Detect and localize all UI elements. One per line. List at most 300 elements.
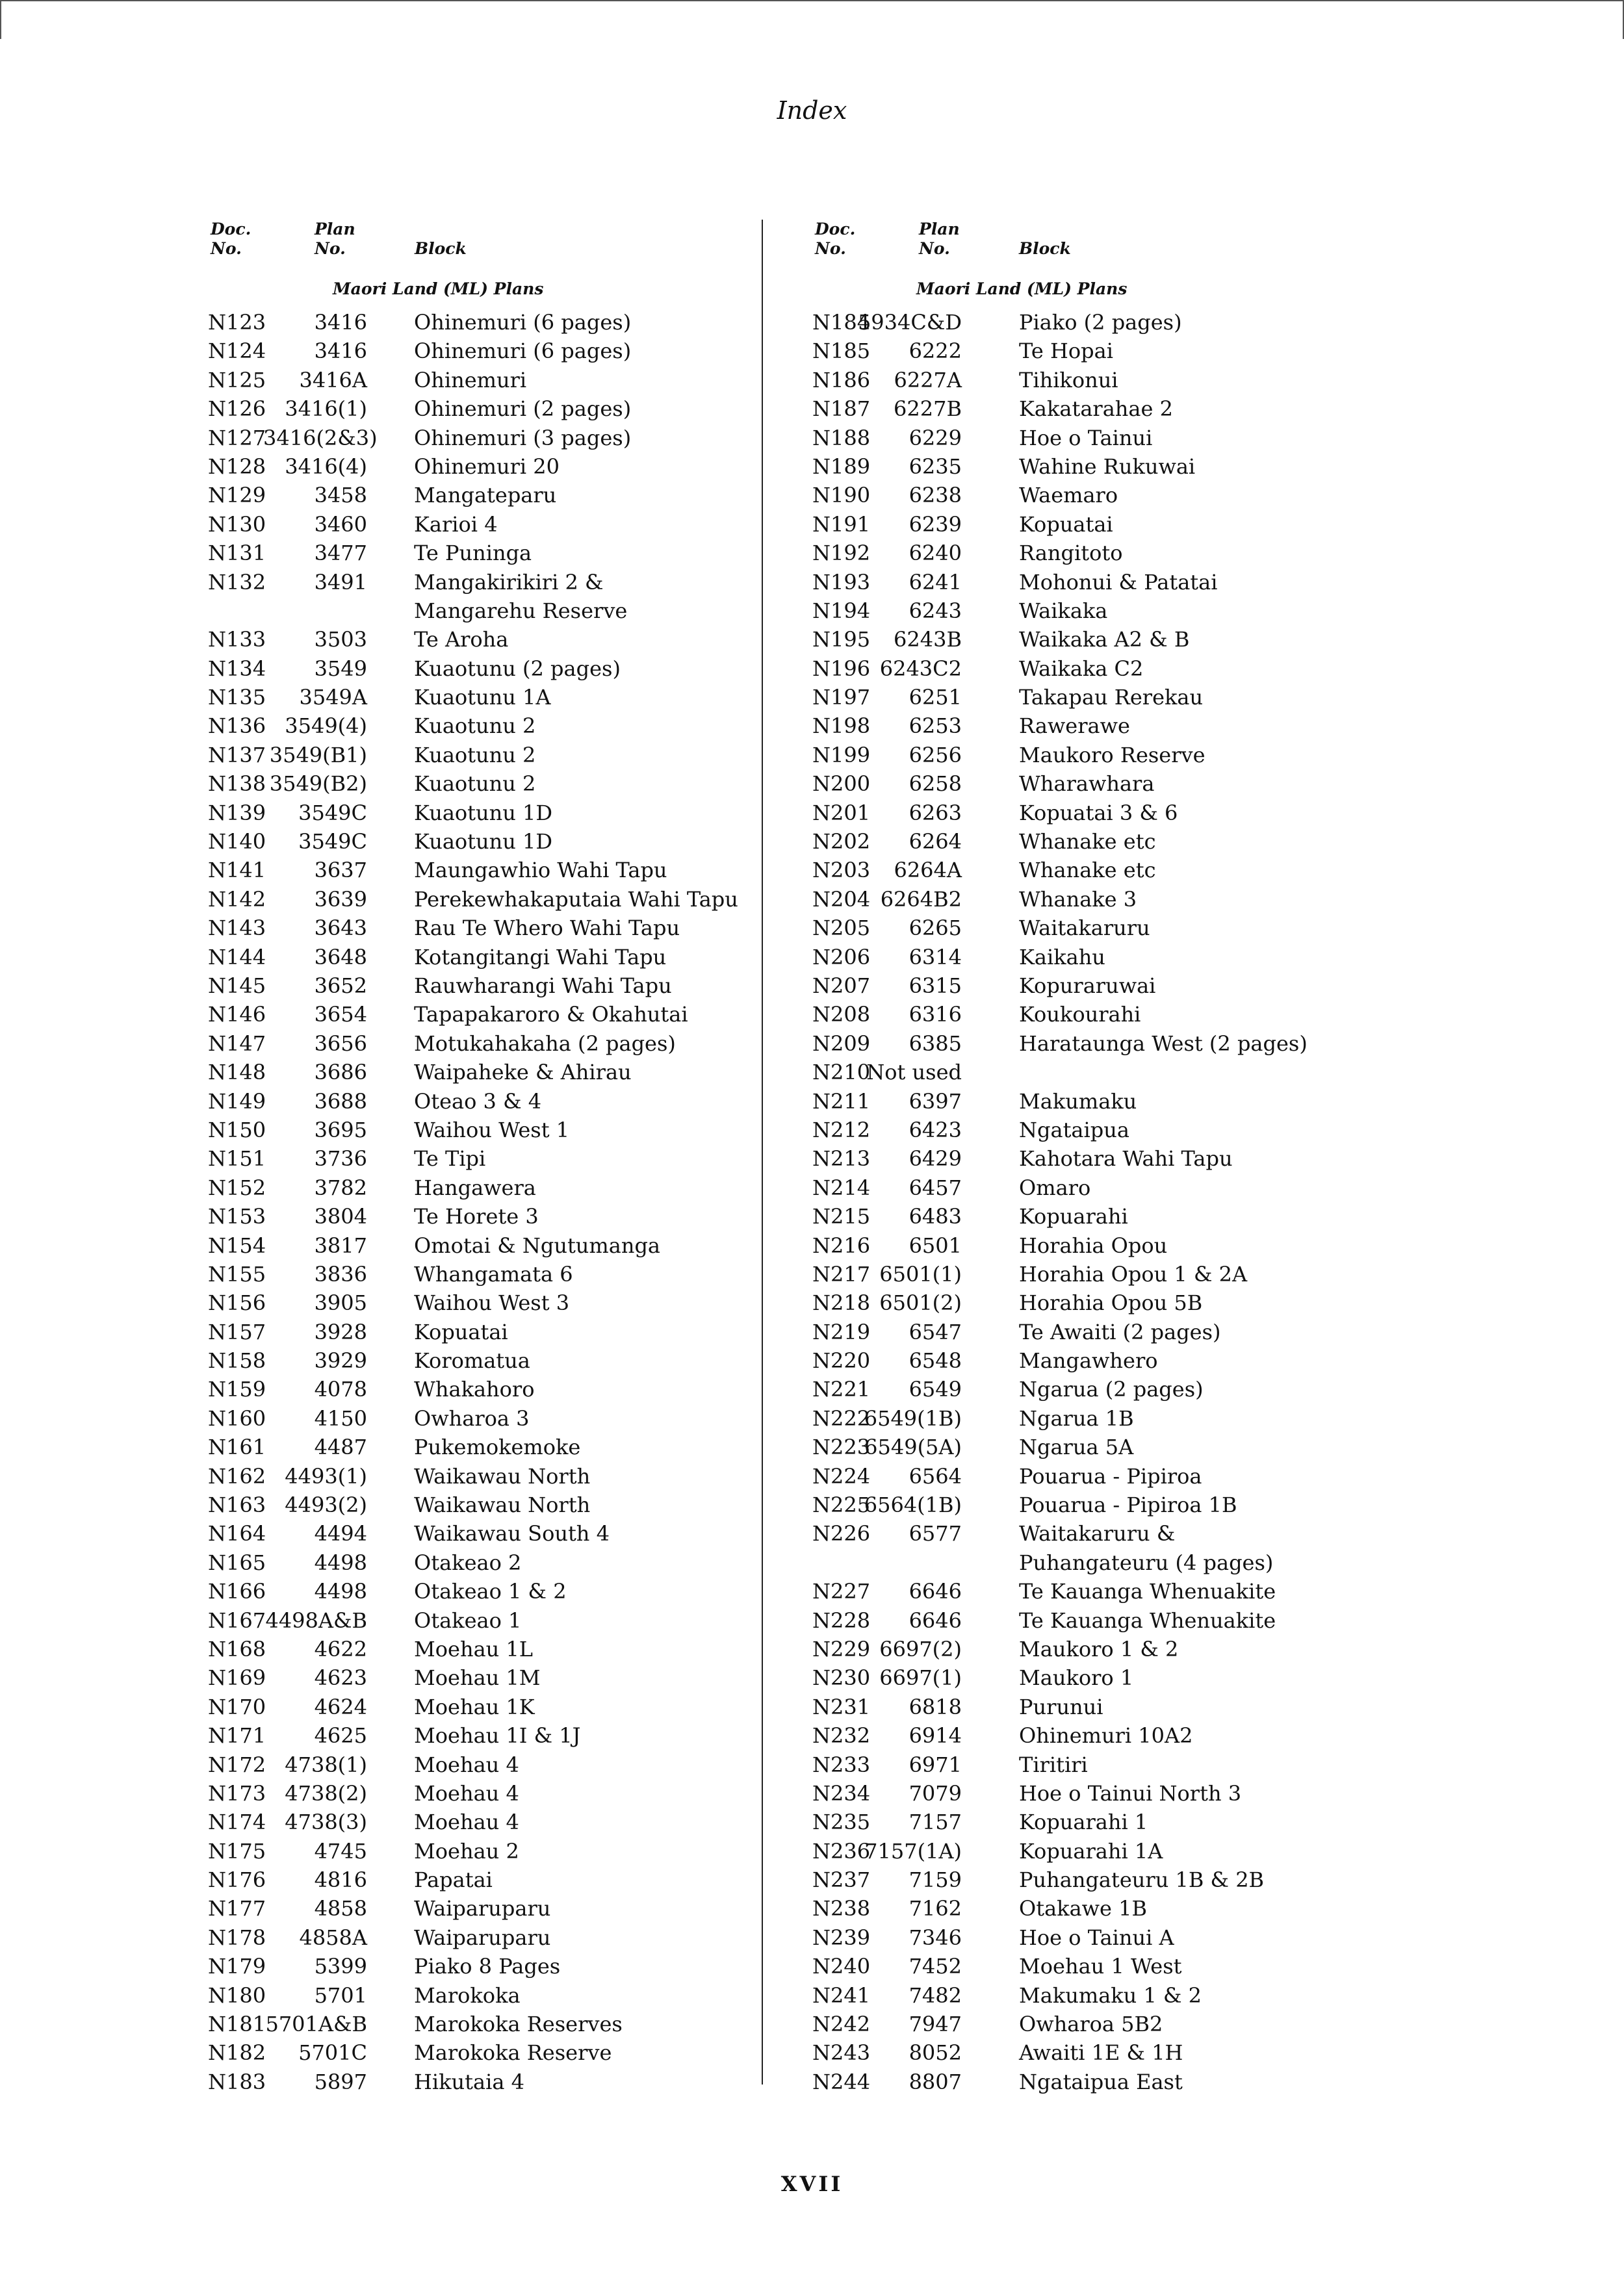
doc-number: N225 <box>812 1493 871 1518</box>
block-name: Hikutaia 4 <box>414 2069 524 2094</box>
index-row <box>208 1952 747 1981</box>
block-name: Waihou West 1 <box>414 1117 570 1142</box>
block-name: Kopuatai <box>1019 511 1113 537</box>
plan-number: 3416(1) <box>285 396 367 422</box>
plan-number: 5701 <box>314 1982 367 2008</box>
doc-number: N143 <box>208 916 266 941</box>
doc-number: N206 <box>812 944 871 969</box>
index-row <box>208 827 747 856</box>
plan-number: 3686 <box>314 1060 367 1085</box>
doc-number: N237 <box>812 1867 871 1893</box>
plan-number: 6549(1B) <box>864 1405 962 1431</box>
header-plan-no: Plan No. <box>315 220 355 258</box>
index-row <box>812 1606 1319 1635</box>
index-row <box>208 1519 747 1548</box>
index-row <box>208 1721 747 1750</box>
plan-number: 6227A <box>894 367 962 392</box>
block-name: Ohinemuri 10A2 <box>1019 1723 1193 1749</box>
block-name: Makumaku <box>1019 1088 1137 1114</box>
block-name: Otakeao 2 <box>414 1550 522 1575</box>
plan-number: 6314 <box>909 944 962 969</box>
index-row <box>812 568 1319 597</box>
plan-number: 4487 <box>314 1435 367 1460</box>
block-name: Waiparuparu <box>414 1925 551 1950</box>
doc-number: N147 <box>208 1031 266 1056</box>
plan-number: 4498 <box>314 1579 367 1604</box>
doc-number: N166 <box>208 1579 266 1604</box>
index-row <box>812 1202 1319 1231</box>
doc-number: N178 <box>208 1925 266 1950</box>
doc-number: N238 <box>812 1896 871 1921</box>
doc-number: N193 <box>812 569 871 595</box>
block-name: Whanake 3 <box>1019 886 1137 912</box>
index-row <box>812 424 1319 452</box>
doc-number: N219 <box>812 1319 871 1344</box>
doc-number: N196 <box>812 656 871 681</box>
plan-number: 3503 <box>314 627 367 652</box>
doc-number: N171 <box>208 1723 266 1749</box>
doc-number: N158 <box>208 1348 266 1374</box>
block-name: Rangitoto <box>1019 541 1123 566</box>
plan-number: 4858 <box>314 1896 367 1921</box>
block-name: Koukourahi <box>1019 1002 1141 1027</box>
index-row <box>812 1779 1319 1808</box>
block-name: Te Hopai <box>1019 339 1113 364</box>
block-name: Te Puninga <box>414 541 532 566</box>
doc-number: N213 <box>812 1146 871 1172</box>
index-row <box>208 568 747 597</box>
index-row <box>812 1058 1319 1086</box>
plan-number: 3549C <box>298 829 367 854</box>
index-row <box>812 1866 1319 1894</box>
header-plan-no: Plan No. <box>919 220 960 258</box>
plan-number: 3648 <box>314 944 367 969</box>
doc-number: N223 <box>812 1435 871 1460</box>
index-row <box>812 597 1319 625</box>
index-row <box>208 1751 747 1779</box>
block-name: Moehau 1K <box>414 1694 535 1719</box>
index-row <box>208 683 747 712</box>
block-name: Waitakaruru & <box>1019 1521 1176 1546</box>
plan-number: 6549 <box>909 1377 962 1402</box>
block-name: Waipaheke & Ahirau <box>414 1060 632 1085</box>
index-row <box>812 712 1319 740</box>
doc-number: N232 <box>812 1723 871 1749</box>
doc-number: N155 <box>208 1261 266 1287</box>
doc-number: N194 <box>812 598 871 623</box>
index-row <box>812 885 1319 914</box>
block-name: Rau Te Whero Wahi Tapu <box>414 916 680 941</box>
plan-number: 7159 <box>909 1867 962 1893</box>
index-row <box>208 1087 747 1116</box>
index-row <box>812 1144 1319 1173</box>
index-row <box>812 654 1319 683</box>
plan-number: 4624 <box>314 1694 367 1719</box>
index-row <box>208 2068 747 2096</box>
block-name: Papatai <box>414 1867 493 1893</box>
block-name: Waihou West 3 <box>414 1290 570 1316</box>
doc-number: N212 <box>812 1117 871 1142</box>
index-row <box>208 2010 747 2038</box>
block-name: Koromatua <box>414 1348 530 1374</box>
plan-number: 5701A&B <box>265 2012 367 2037</box>
index-row <box>208 1981 747 2010</box>
plan-number: 6549(5A) <box>864 1435 962 1460</box>
doc-number: N184 <box>812 310 871 335</box>
plan-number: 4738(2) <box>285 1780 367 1806</box>
page-number: XVII <box>780 2172 844 2196</box>
block-name: Ohinemuri (3 pages) <box>414 425 632 450</box>
plan-number: 3656 <box>314 1031 367 1056</box>
index-row <box>812 799 1319 827</box>
index-row <box>812 856 1319 884</box>
block-name: Horahia Opou 1 & 2A <box>1019 1261 1248 1287</box>
block-name: Mangarehu Reserve <box>414 598 628 623</box>
doc-number: N131 <box>208 541 266 566</box>
plan-number: 6258 <box>909 771 962 797</box>
plan-number: 6577 <box>909 1521 962 1546</box>
doc-number: N201 <box>812 800 871 825</box>
index-row <box>812 2010 1319 2038</box>
plan-number: 6251 <box>909 685 962 710</box>
plan-number: 4622 <box>314 1636 367 1662</box>
doc-number: N214 <box>812 1175 871 1200</box>
doc-number: N176 <box>208 1867 266 1893</box>
doc-number: N172 <box>208 1752 266 1777</box>
header-block: Block <box>415 239 467 258</box>
block-name: Pukemokemoke <box>414 1435 581 1460</box>
block-name: Waikaka <box>1019 598 1108 623</box>
scan-edge-top <box>0 0 1624 1</box>
plan-number: 3460 <box>314 511 367 537</box>
index-row <box>208 1289 747 1317</box>
index-row <box>208 597 747 625</box>
doc-number: N145 <box>208 973 266 998</box>
doc-number: N146 <box>208 1002 266 1027</box>
index-row <box>812 1635 1319 1663</box>
index-row <box>208 1606 747 1635</box>
block-name: Rawerawe <box>1019 713 1130 739</box>
plan-number: 3416 <box>314 339 367 364</box>
index-row <box>812 1952 1319 1981</box>
plan-number: 7157 <box>909 1810 962 1835</box>
block-name: Moehau 4 <box>414 1780 519 1806</box>
plan-number: 4493(1) <box>285 1463 367 1489</box>
block-name: Purunui <box>1019 1694 1103 1719</box>
index-row <box>208 885 747 914</box>
index-row <box>208 769 747 798</box>
plan-number: 4738(1) <box>285 1752 367 1777</box>
block-name: Hoe o Tainui <box>1019 425 1153 450</box>
doc-number: N233 <box>812 1752 871 1777</box>
index-row <box>812 1260 1319 1289</box>
block-name: Ohinemuri (6 pages) <box>414 339 632 364</box>
plan-number: 3549 <box>314 656 367 681</box>
doc-number: N226 <box>812 1521 871 1546</box>
plan-number: 6235 <box>909 454 962 479</box>
plan-number: 6646 <box>909 1608 962 1633</box>
block-name: Kuaotunu 1A <box>414 685 551 710</box>
doc-number: N243 <box>812 2040 871 2066</box>
plan-number: 6264 <box>909 829 962 854</box>
doc-number: N137 <box>208 742 266 767</box>
index-row <box>208 1346 747 1375</box>
index-row <box>812 1231 1319 1260</box>
block-name: Mohonui & Patatai <box>1019 569 1218 595</box>
index-row <box>812 1894 1319 1923</box>
block-name: Moehau 1I & 1J <box>414 1723 581 1749</box>
index-row <box>208 1663 747 1692</box>
plan-number: 3652 <box>314 973 367 998</box>
plan-number: 3549C <box>298 800 367 825</box>
doc-number: N132 <box>208 569 266 595</box>
doc-number: N148 <box>208 1060 266 1085</box>
doc-number: N175 <box>208 1838 266 1864</box>
plan-number: 6483 <box>909 1204 962 1229</box>
block-name: Ngarua 5A <box>1019 1435 1134 1460</box>
block-name: Wahine Rukuwai <box>1019 454 1196 479</box>
index-row <box>812 1693 1319 1721</box>
column-divider <box>762 220 763 2085</box>
doc-number: N179 <box>208 1954 266 1979</box>
index-row <box>208 1144 747 1173</box>
doc-number: N167 <box>208 1608 266 1633</box>
index-row <box>812 1462 1319 1491</box>
doc-number: N124 <box>208 339 266 364</box>
block-name: Waikawau North <box>414 1493 591 1518</box>
plan-number: 4623 <box>314 1665 367 1691</box>
block-name: Kuaotunu (2 pages) <box>414 656 621 681</box>
index-row <box>208 366 747 394</box>
plan-number: 3416A <box>299 367 367 392</box>
doc-number: N182 <box>208 2040 266 2066</box>
index-row <box>812 741 1319 769</box>
column-header <box>208 214 747 274</box>
block-name: Hoe o Tainui A <box>1019 1925 1174 1950</box>
block-name: Te Aroha <box>414 627 509 652</box>
block-name: Waikawau North <box>414 1463 591 1489</box>
block-name: Horahia Opou 5B <box>1019 1290 1203 1316</box>
plan-number: 3637 <box>314 858 367 883</box>
block-name: Harataunga West (2 pages) <box>1019 1031 1308 1056</box>
doc-number: N229 <box>812 1636 871 1662</box>
index-row <box>812 1375 1319 1404</box>
doc-number: N210 <box>812 1060 871 1085</box>
left-index-list <box>208 308 747 2096</box>
plan-number: 6227B <box>894 396 962 422</box>
plan-number: 7162 <box>909 1896 962 1921</box>
block-name: Kuaotunu 1D <box>414 829 553 854</box>
header-block: Block <box>1019 239 1071 258</box>
index-row <box>208 971 747 1000</box>
right-column <box>812 214 1319 2096</box>
plan-number: 7079 <box>909 1780 962 1806</box>
doc-number: N169 <box>208 1665 266 1691</box>
block-name: Karioi 4 <box>414 511 498 537</box>
plan-number: 4745 <box>314 1838 367 1864</box>
doc-number: N202 <box>812 829 871 854</box>
plan-number: 3549(B1) <box>269 742 367 767</box>
index-row <box>812 1404 1319 1433</box>
block-name: Marokoka Reserves <box>414 2012 623 2037</box>
plan-number: 3782 <box>314 1175 367 1200</box>
plan-number: 4150 <box>314 1405 367 1431</box>
index-row <box>812 1116 1319 1144</box>
block-name: Otakeao 1 & 2 <box>414 1579 567 1604</box>
scan-edge-left <box>0 0 1 39</box>
block-name: Waiparuparu <box>414 1896 551 1921</box>
block-name: Pouarua - Pipiroa <box>1019 1463 1202 1489</box>
index-row <box>208 1318 747 1346</box>
doc-number: N242 <box>812 2012 871 2037</box>
doc-number: N162 <box>208 1463 266 1489</box>
left-column <box>208 214 747 2096</box>
plan-number: 6646 <box>909 1579 962 1604</box>
index-row <box>812 1433 1319 1461</box>
doc-number: N180 <box>208 1982 266 2008</box>
doc-number: N207 <box>812 973 871 998</box>
index-row <box>812 683 1319 712</box>
index-row <box>812 1029 1319 1058</box>
doc-number: N133 <box>208 627 266 652</box>
doc-number: N181 <box>208 2012 266 2037</box>
block-name: Moehau 1 West <box>1019 1954 1182 1979</box>
index-row <box>208 625 747 654</box>
doc-number: N142 <box>208 886 266 912</box>
index-row <box>812 452 1319 481</box>
index-row <box>812 2038 1319 2067</box>
index-row <box>208 337 747 365</box>
doc-number: N127 <box>208 425 266 450</box>
block-name: Perekewhakaputaia Wahi Tapu <box>414 886 738 912</box>
index-row <box>208 1433 747 1461</box>
index-row <box>208 1174 747 1202</box>
plan-number: 6397 <box>909 1088 962 1114</box>
doc-number: N156 <box>208 1290 266 1316</box>
index-row <box>208 1375 747 1404</box>
block-name: Marokoka Reserve <box>414 2040 612 2066</box>
block-name: Kopuarahi 1 <box>1019 1810 1148 1835</box>
plan-number: 3458 <box>314 483 367 508</box>
doc-number: N234 <box>812 1780 871 1806</box>
plan-number: 6229 <box>909 425 962 450</box>
plan-number: 3416(2&3) <box>263 425 378 450</box>
index-row <box>208 856 747 884</box>
block-name: Tiritiri <box>1019 1752 1088 1777</box>
block-name: Moehau 1L <box>414 1636 534 1662</box>
doc-number: N150 <box>208 1117 266 1142</box>
plan-number: 3929 <box>314 1348 367 1374</box>
block-name: Kopuatai <box>414 1319 508 1344</box>
plan-number: 6501 <box>909 1233 962 1258</box>
index-row <box>812 1837 1319 1866</box>
doc-number: N199 <box>812 742 871 767</box>
plan-number: 5399 <box>314 1954 367 1979</box>
plan-number: 5701C <box>298 2040 367 2066</box>
index-row <box>208 1894 747 1923</box>
index-row <box>812 1346 1319 1375</box>
block-name: Kotangitangi Wahi Tapu <box>414 944 667 969</box>
index-row <box>208 424 747 452</box>
plan-number: Not used <box>866 1060 962 1085</box>
plan-number: 6385 <box>909 1031 962 1056</box>
doc-number: N231 <box>812 1694 871 1719</box>
block-name: Ngataipua <box>1019 1117 1129 1142</box>
plan-number: 3549(B2) <box>269 771 367 797</box>
page-title: Index <box>777 96 847 125</box>
plan-number: 6241 <box>909 569 962 595</box>
block-name: Puhangateuru 1B & 2B <box>1019 1867 1265 1893</box>
doc-number: N149 <box>208 1088 266 1114</box>
doc-number: N151 <box>208 1146 266 1172</box>
block-name: Maukoro 1 <box>1019 1665 1134 1691</box>
doc-number: N123 <box>208 310 266 335</box>
block-name: Otakeao 1 <box>414 1608 522 1633</box>
doc-number: N217 <box>812 1261 871 1287</box>
index-row <box>208 741 747 769</box>
block-name: Te Horete 3 <box>414 1204 539 1229</box>
block-name: Kuaotunu 2 <box>414 771 536 797</box>
index-row <box>812 539 1319 567</box>
index-row <box>812 308 1319 337</box>
index-row <box>208 1779 747 1808</box>
block-name: Hoe o Tainui North 3 <box>1019 1780 1242 1806</box>
index-row <box>812 943 1319 971</box>
block-name: Whanake etc <box>1019 858 1156 883</box>
block-name: Ohinemuri 20 <box>414 454 560 479</box>
plan-number: 5897 <box>314 2069 367 2094</box>
block-name: Ngarua 1B <box>1019 1405 1134 1431</box>
doc-number: N136 <box>208 713 266 739</box>
doc-number: N173 <box>208 1780 266 1806</box>
block-name: Tihikonui <box>1019 367 1118 392</box>
block-name: Kahotara Wahi Tapu <box>1019 1146 1233 1172</box>
plan-number: 6429 <box>909 1146 962 1172</box>
index-row <box>208 1837 747 1866</box>
index-row <box>812 1751 1319 1779</box>
plan-number: 4498A&B <box>265 1608 367 1633</box>
index-row <box>812 2068 1319 2096</box>
block-name: Ngataipua East <box>1019 2069 1183 2094</box>
block-name: Puhangateuru (4 pages) <box>1019 1550 1274 1575</box>
plan-number: 7346 <box>909 1925 962 1950</box>
block-name: Kuaotunu 1D <box>414 800 553 825</box>
index-row <box>812 510 1319 539</box>
doc-number: N195 <box>812 627 871 652</box>
doc-number: N191 <box>812 511 871 537</box>
index-row <box>812 1663 1319 1692</box>
block-name: Maungawhio Wahi Tapu <box>414 858 667 883</box>
doc-number: N188 <box>812 425 871 450</box>
plan-number: 6548 <box>909 1348 962 1374</box>
index-row <box>208 1404 747 1433</box>
index-row <box>812 1318 1319 1346</box>
index-row <box>812 827 1319 856</box>
plan-number: 6697(2) <box>879 1636 962 1662</box>
plan-number: 6501(1) <box>879 1261 962 1287</box>
index-row <box>812 1577 1319 1606</box>
doc-number: N138 <box>208 771 266 797</box>
index-row <box>208 1693 747 1721</box>
block-name: Ohinemuri <box>414 367 527 392</box>
block-name: Horahia Opou <box>1019 1233 1168 1258</box>
doc-number: N170 <box>208 1694 266 1719</box>
doc-number: N168 <box>208 1636 266 1662</box>
plan-number: 4078 <box>314 1377 367 1402</box>
block-name: Kuaotunu 2 <box>414 742 536 767</box>
doc-number: N227 <box>812 1579 871 1604</box>
index-row <box>208 1116 747 1144</box>
